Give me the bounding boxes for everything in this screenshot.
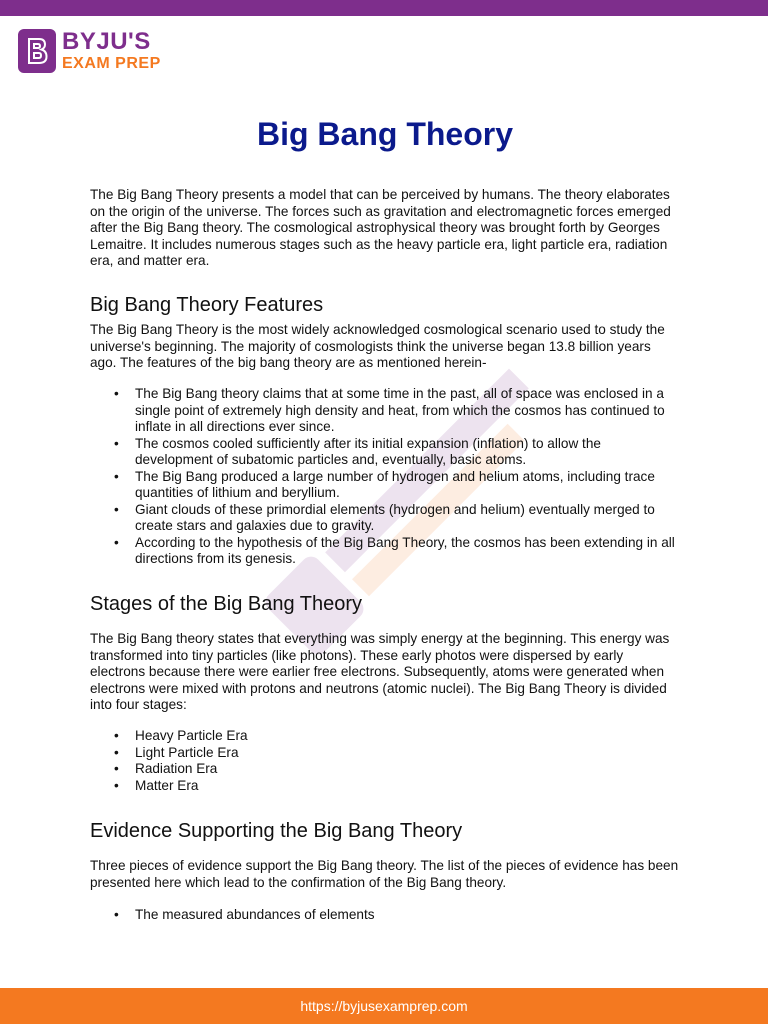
byjus-b-icon — [18, 29, 56, 73]
evidence-heading: Evidence Supporting the Big Bang Theory — [90, 820, 463, 842]
evidence-paragraph: Three pieces of evidence support the Big Bang theory. The list of the pieces of evidence has been presented here which lead to the confirmation of the Big Bang theory. — [90, 858, 679, 890]
stages-list — [90, 728, 680, 794]
footer-url-link[interactable]: https://byjusexamprep.com — [300, 998, 468, 1014]
top-accent-bar — [0, 0, 768, 16]
list-item: • The measured abundances of elements — [90, 907, 680, 924]
list-item: • Giant clouds of these primordial elements (hydrogen and helium) eventually merged to create stars and galaxies due to gravity. — [90, 502, 680, 535]
page-title: Big Bang Theory — [256, 116, 513, 152]
stages-heading: Stages of the Big Bang Theory — [90, 593, 363, 615]
list-item: • Matter Era — [90, 778, 680, 795]
logo-brand-text: BYJU'S — [62, 28, 151, 55]
byjus-logo[interactable] — [18, 28, 161, 74]
intro-paragraph: The Big Bang Theory presents a model that can be perceived by humans. The theory elaborates on the origin of the universe. The forces such as gravitation and electromagnetic forces emerged after the Big Bang theory. The cosmological astrophysical theory was brought forth by Georges Lemaitre. It includes numerous stages such as the heavy particle era, light particle era, radiation era, and matter era. — [90, 187, 671, 268]
list-item: • Radiation Era — [90, 761, 680, 778]
list-item: • According to the hypothesis of the Big Bang Theory, the cosmos has been extending in all directions from its genesis. — [90, 535, 680, 568]
list-item: • The Big Bang theory claims that at some time in the past, all of space was enclosed in a single point of extremely high density and heat, from which the cosmos has continued to inflate in all directions ever since. — [90, 386, 680, 436]
list-item: • The cosmos cooled sufficiently after its initial expansion (inflation) to allow the development of subatomic particles and, eventually, basic atoms. — [90, 436, 680, 469]
features-heading: Big Bang Theory Features — [90, 294, 324, 316]
stages-paragraph: The Big Bang theory states that everything was simply energy at the beginning. This energy was transformed into tiny particles (like photons). These early photos were dispersed by early electrons because there were earlier free electrons. Subsequently, atoms were generated when electrons were mixed with protons and neutrons (atomic nuclei). The Big Bang Theory is divided into four stages: — [90, 631, 670, 712]
evidence-list — [90, 907, 680, 924]
features-paragraph: The Big Bang Theory is the most widely acknowledged cosmological scenario used to study the universe's beginning. The majority of cosmologists think the universe began 13.8 billion years ago. The features of the big bang theory are as mentioned herein- — [90, 322, 665, 370]
list-item: • The Big Bang produced a large number of hydrogen and helium atoms, including trace quantities of lithium and beryllium. — [90, 469, 680, 502]
logo-sub-text: EXAM PREP — [62, 55, 161, 72]
features-list — [90, 386, 680, 568]
footer-bar — [0, 988, 768, 1024]
list-item: • Heavy Particle Era — [90, 728, 680, 745]
list-item: • Light Particle Era — [90, 745, 680, 762]
